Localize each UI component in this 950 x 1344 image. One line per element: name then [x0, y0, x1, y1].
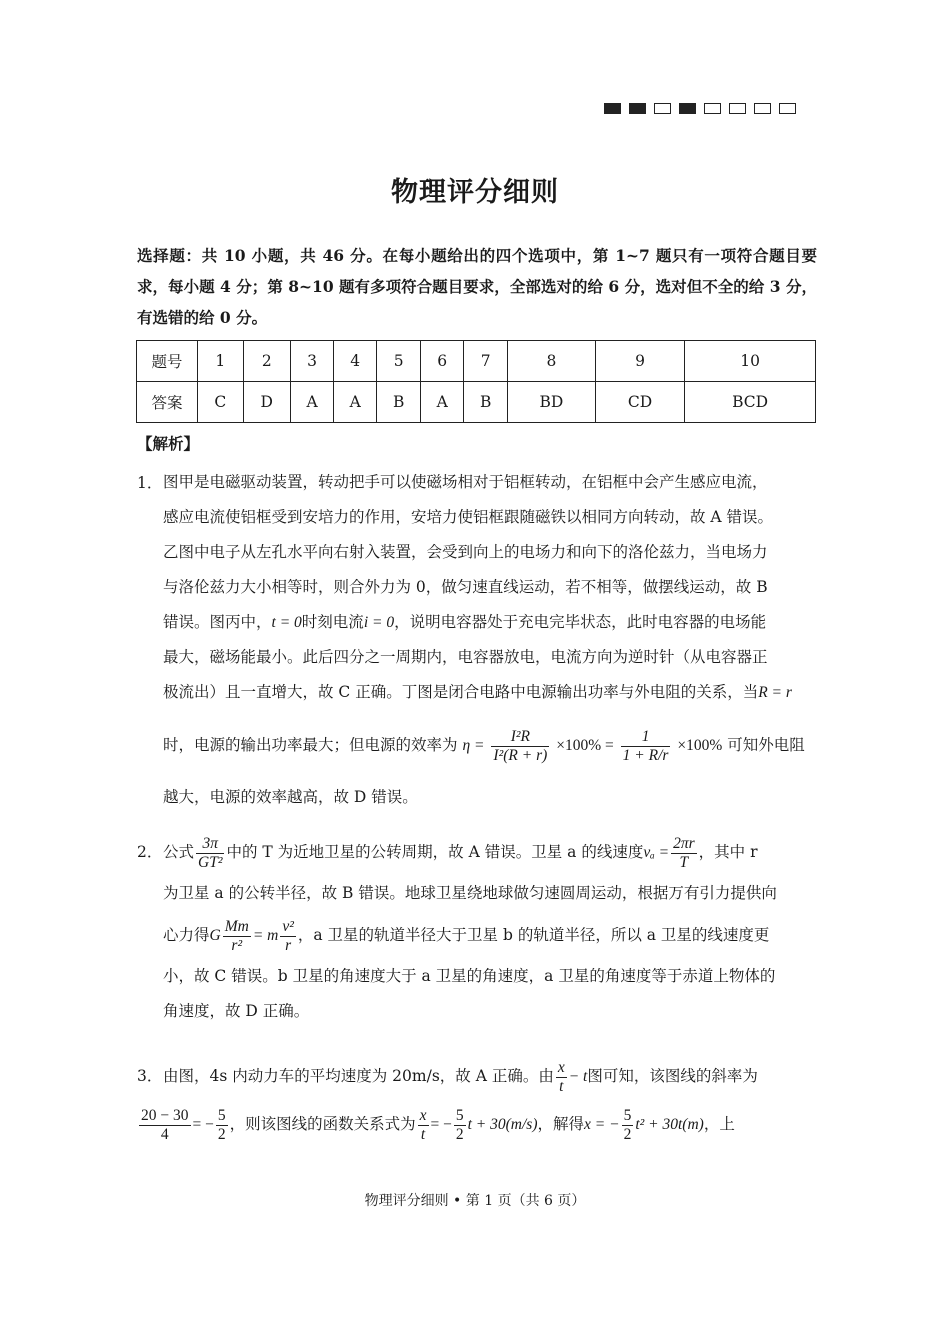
math-expression: = m: [252, 927, 279, 944]
page-title: 物理评分细则: [391, 177, 559, 208]
fraction: [671, 835, 697, 872]
text-segment: 由图，4s 内动力车的平均速度为 20m/s，故 A 正确。由: [163, 1067, 554, 1085]
answer-cell: A: [291, 382, 334, 423]
fraction: [491, 728, 549, 765]
denominator: 2: [217, 1125, 226, 1143]
denominator: t: [420, 1125, 426, 1143]
fraction: [622, 1107, 634, 1144]
answer-cell: B: [377, 382, 421, 423]
text-segment: 时刻电流: [301, 613, 364, 631]
fraction: [621, 728, 671, 765]
math-expression: η =: [462, 737, 485, 754]
analysis-item-2: [137, 828, 817, 1029]
answer-cell: CD: [595, 382, 684, 423]
question-number-cell: 8: [508, 341, 596, 382]
numerator: 5: [217, 1106, 226, 1124]
item-number: 1．: [137, 474, 163, 492]
text-segment: 中的 T 为近地卫星的公转周期，故 A 错误。卫星 a 的线速度: [226, 843, 644, 861]
numerator: Mm: [224, 917, 249, 935]
question-number-cell: 4: [334, 341, 377, 382]
fraction: [216, 1107, 228, 1144]
numerator: 5: [455, 1106, 464, 1124]
denominator: r²: [231, 936, 243, 954]
text-line: 角速度，故 D 正确。: [163, 1002, 310, 1020]
fraction: [454, 1107, 466, 1144]
analysis-item-3: [137, 1052, 817, 1148]
numerator: 20 − 30: [141, 1106, 189, 1124]
answer-cell: BCD: [685, 382, 816, 423]
text-segment: 极流出）且一直增大，故 C 正确。丁图是闭合电路中电源输出功率与外电阻的关系，当: [163, 683, 759, 701]
answer-cell: B: [464, 382, 508, 423]
answer-table: [136, 340, 816, 423]
question-number-cell: 7: [464, 341, 508, 382]
question-number-cell: 1: [198, 341, 244, 382]
math-expression: = −: [192, 1116, 214, 1133]
empty-square-icon: [654, 103, 671, 114]
text-segment: 图可知，该图线的斜率为: [587, 1067, 758, 1085]
answer-cell: BD: [508, 382, 596, 423]
text-line: [163, 675, 817, 710]
text-line: 为卫星 a 的公转半径，故 B 错误。地球卫星绕地球做匀速圆周运动，根据万有引力提供向: [163, 884, 777, 902]
numerator: I²R: [491, 728, 549, 747]
text-line: 越大，电源的效率越高，故 D 错误。: [163, 788, 418, 806]
table-header-cell: 答案: [137, 382, 198, 423]
text-line: 与洛伦兹力大小相等时，则合外力为 0，做匀速直线运动，若不相等，做摆线运动，故 B: [163, 578, 768, 596]
progress-boxes: [604, 103, 796, 114]
denominator: T: [679, 853, 689, 871]
question-number-cell: 10: [685, 341, 816, 382]
question-number-cell: 5: [377, 341, 421, 382]
text-line: 图甲是电磁驱动装置，转动把手可以使磁场相对于铝框转动，在铝框中会产生感应电流，: [163, 473, 768, 491]
formula-line: [163, 710, 817, 780]
fraction: [223, 918, 251, 955]
numerator: v²: [282, 917, 294, 935]
fraction: [139, 1107, 191, 1144]
fraction: [556, 1059, 567, 1096]
table-row: [137, 341, 816, 382]
math-expression: t = 0: [271, 614, 302, 631]
item-number: 3．: [137, 1067, 163, 1085]
filled-square-icon: [679, 103, 696, 114]
fraction: [280, 918, 296, 955]
answer-cell: D: [243, 382, 291, 423]
intro-paragraph: 选择题：共 10 小题，共 46 分。在每小题给出的四个选项中，第 1~7 题只有一项符合题目要求，每小题 4 分；第 8~10 题有多项符合题目要求，全部选对的给 6 分，选对但不全的给 3 分，有选错的给 0 分。: [137, 246, 817, 327]
formula-line: [163, 828, 817, 876]
question-number-cell: 3: [291, 341, 334, 382]
item-number: 2．: [137, 843, 163, 861]
math-expression: i = 0: [363, 614, 395, 631]
analysis-item-1: [137, 465, 817, 815]
empty-square-icon: [704, 103, 721, 114]
text-line: [163, 605, 817, 640]
math-expression: x = −: [584, 1116, 620, 1133]
formula-line: [163, 1052, 817, 1100]
text-segment: 心力得: [163, 926, 210, 944]
page-footer: 物理评分细则 • 第 1 页（共 6 页）: [364, 1193, 586, 1209]
analysis-heading: 【解析】: [137, 434, 200, 453]
text-segment: 时，电源的输出功率最大；但电源的效率为: [163, 736, 458, 754]
text-segment: ，则该图线的函数关系式为: [229, 1115, 416, 1133]
text-segment: 公式: [163, 843, 195, 861]
text-segment: 可知外电阻: [727, 736, 805, 754]
answer-cell: C: [198, 382, 244, 423]
math-expression: − t: [568, 1068, 588, 1085]
numerator: 3π: [196, 835, 224, 854]
empty-square-icon: [754, 103, 771, 114]
formula-line: [137, 1100, 817, 1148]
question-number-cell: 2: [243, 341, 291, 382]
question-number-cell: 6: [421, 341, 464, 382]
text-segment: ，上: [703, 1115, 735, 1133]
text-line: 乙图中电子从左孔水平向右射入装置，会受到向上的电场力和向下的洛伦兹力，当电场力: [163, 543, 768, 561]
text-line: 小，故 C 错误。b 卫星的角速度大于 a 卫星的角速度，a 卫星的角速度等于赤道上物体的: [163, 967, 776, 985]
numerator: x: [557, 1058, 565, 1076]
math-expression: = −: [430, 1116, 452, 1133]
table-row: [137, 382, 816, 423]
math-expression: G: [209, 927, 221, 944]
denominator: 2: [455, 1125, 464, 1143]
answer-cell: A: [421, 382, 464, 423]
numerator: 2πr: [673, 834, 695, 852]
text-segment: ，a 卫星的轨道半径大于卫星 b 的轨道半径，所以 a 卫星的线速度更: [297, 926, 770, 944]
question-number-cell: 9: [595, 341, 684, 382]
text-segment: 错误。图丙中，: [163, 613, 272, 631]
fraction: [418, 1107, 429, 1144]
math-expression: vₐ =: [643, 844, 670, 861]
math-expression: ×100%: [677, 737, 723, 754]
denominator: 1 + R/r: [622, 746, 669, 764]
text-line: 感应电流使铝框受到安培力的作用，安培力使铝框跟随磁铁以相同方向转动，故 A 错误。: [163, 508, 774, 526]
filled-square-icon: [604, 103, 621, 114]
numerator: 1: [621, 728, 671, 747]
text-segment: ，其中 r: [698, 843, 758, 861]
numerator: 5: [623, 1106, 632, 1124]
text-segment: ，说明电容器处于充电完毕状态，此时电容器的电场能: [394, 613, 767, 631]
text-segment: ，解得: [537, 1115, 585, 1133]
denominator: I²(R + r): [493, 746, 548, 764]
formula-line: [163, 911, 817, 959]
math-expression: R = r: [758, 684, 792, 701]
denominator: 4: [160, 1125, 169, 1143]
answer-cell: A: [334, 382, 377, 423]
text-line: 最大，磁场能最小。此后四分之一周期内，电容器放电，电流方向为逆时针（从电容器正: [163, 648, 768, 666]
denominator: 2: [623, 1125, 632, 1143]
numerator: x: [419, 1106, 427, 1124]
fraction: [196, 835, 224, 872]
denominator: GT²: [198, 853, 223, 871]
filled-square-icon: [629, 103, 646, 114]
table-header-cell: 题号: [137, 341, 198, 382]
math-expression: t² + 30t(m): [635, 1116, 704, 1133]
math-expression: ×100% =: [556, 737, 614, 754]
denominator: t: [559, 1077, 564, 1095]
denominator: r: [285, 936, 292, 954]
empty-square-icon: [779, 103, 796, 114]
empty-square-icon: [729, 103, 746, 114]
math-expression: t + 30(m/s): [467, 1116, 538, 1133]
